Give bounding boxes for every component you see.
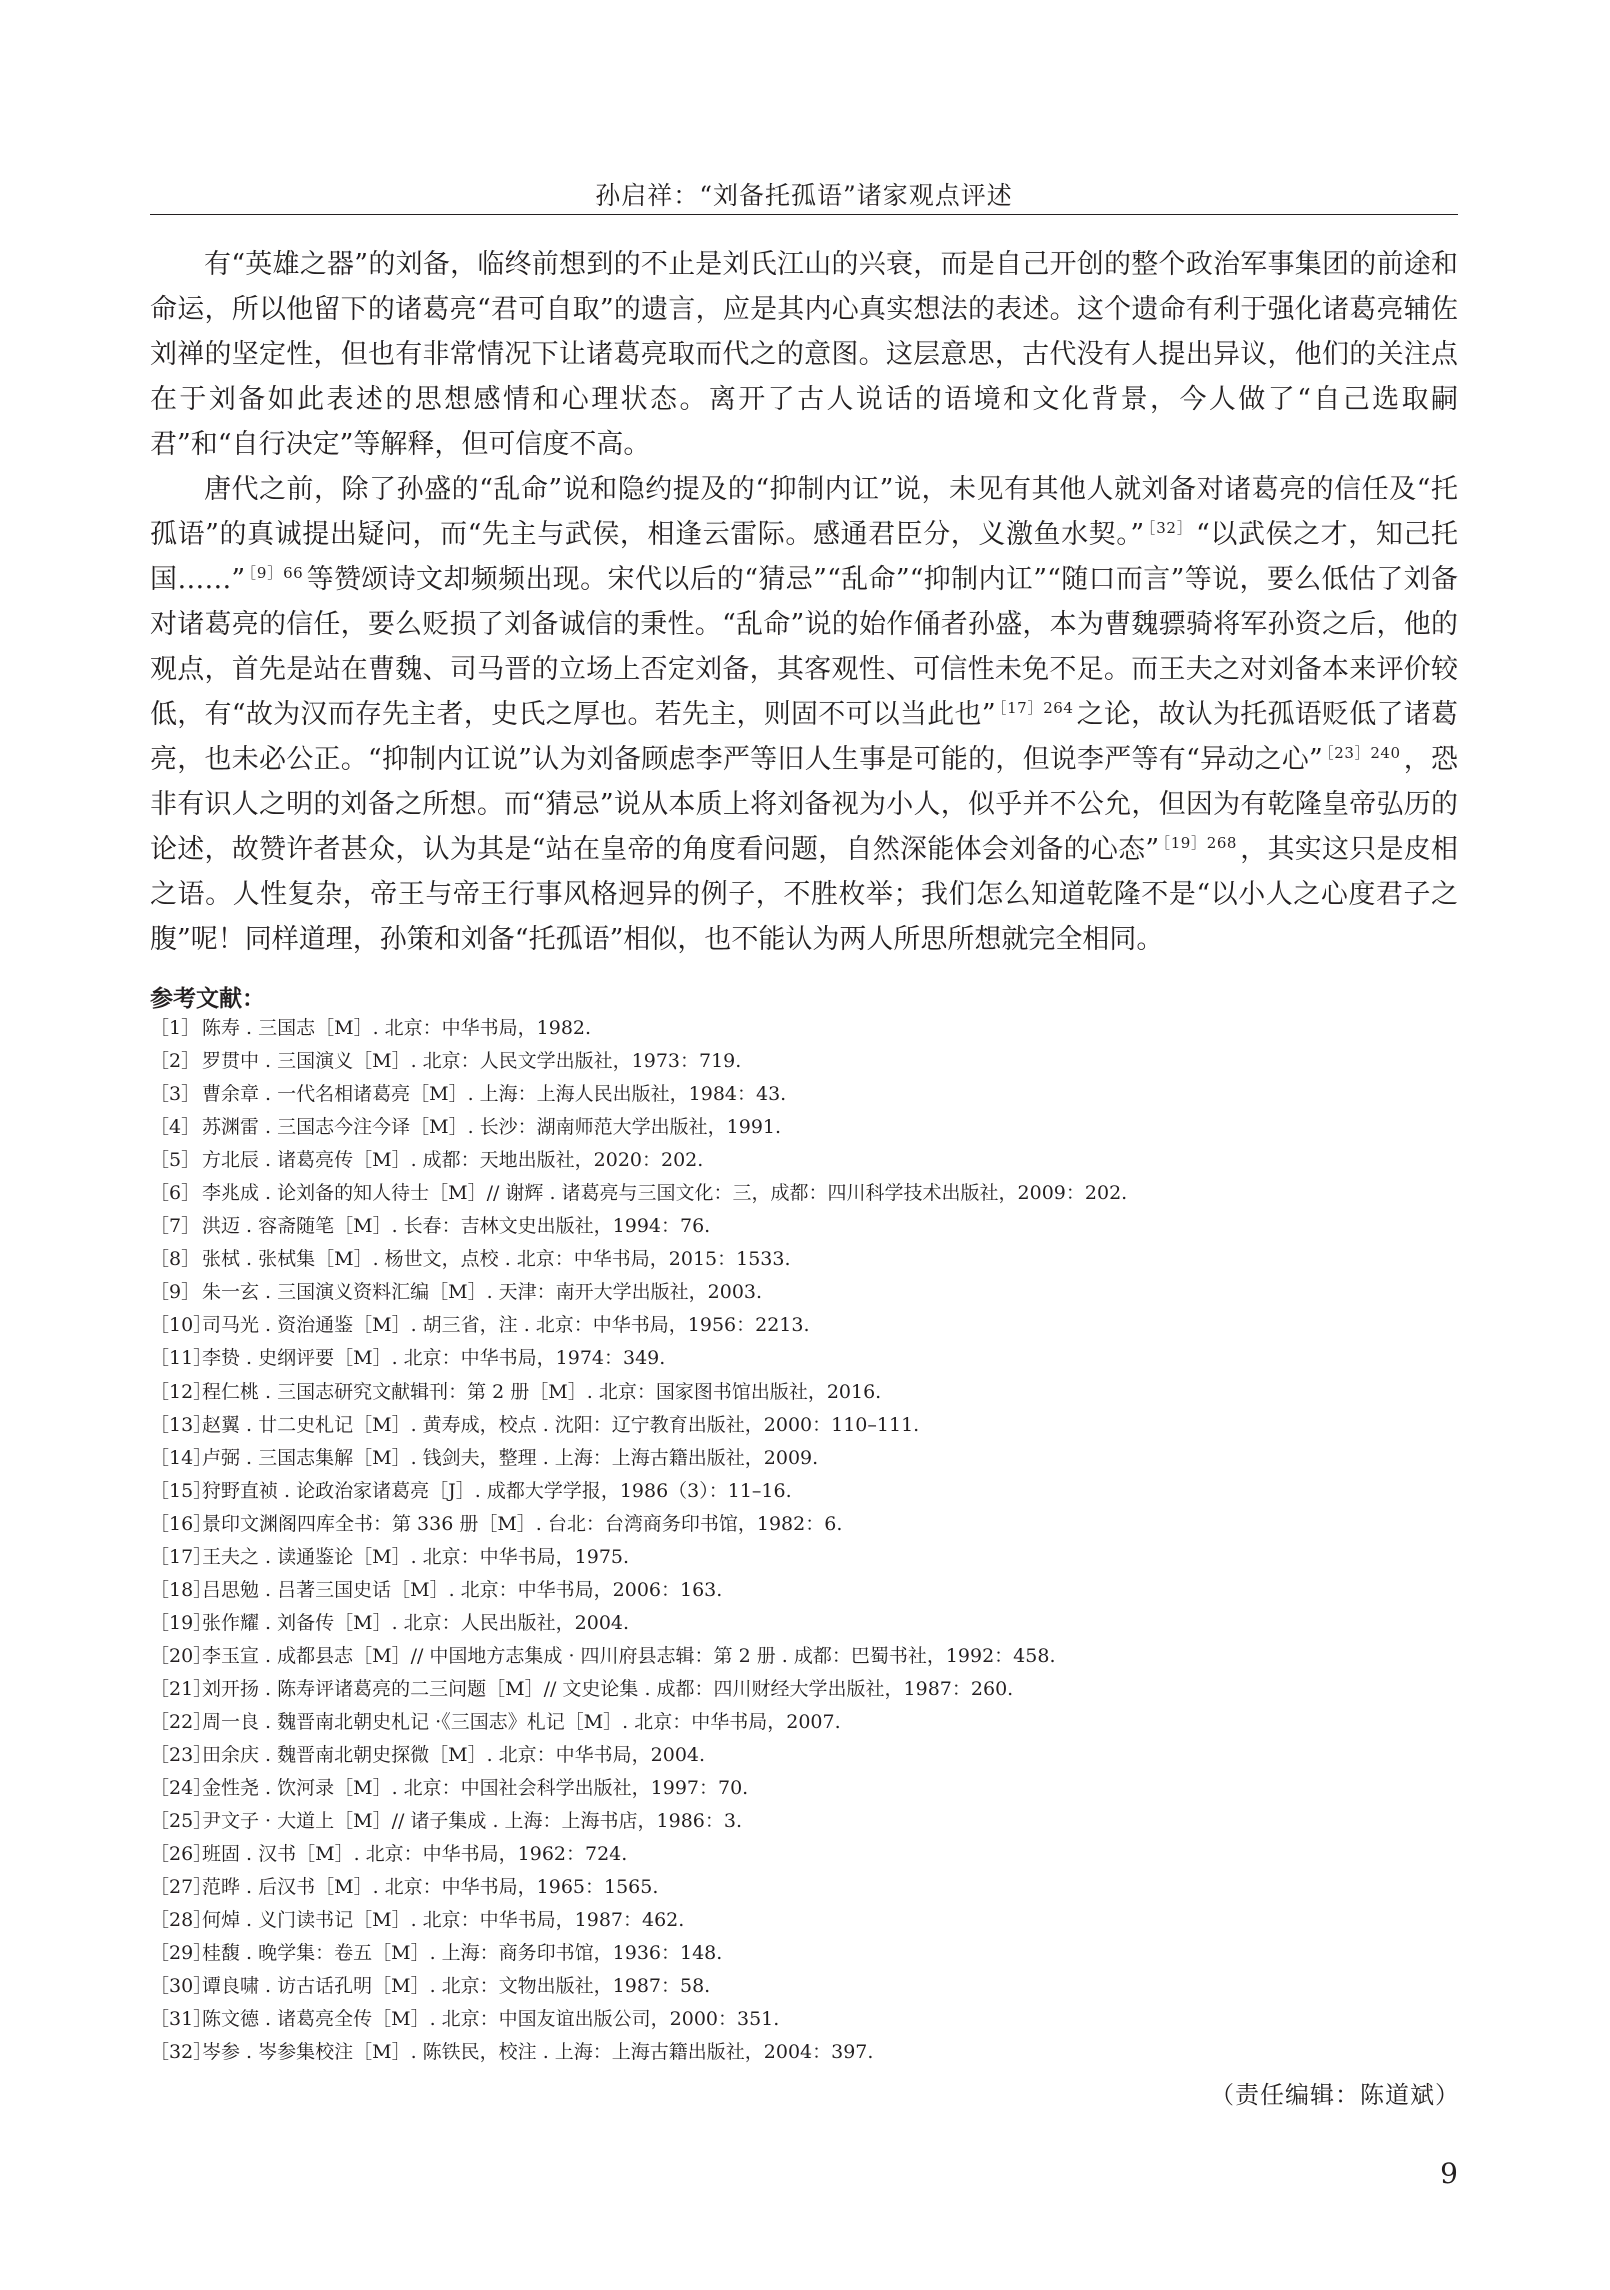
reference-text: 曹余章 . 一代名相诸葛亮［M］. 上海：上海人民出版社，1984：43. <box>202 1083 787 1106</box>
reference-number: ［31］ <box>150 2008 213 2031</box>
reference-list <box>150 1012 1470 2070</box>
reference-text: 司马光 . 资治通鉴［M］. 胡三省，注 . 北京：中华书局，1956：2213. <box>202 1314 810 1337</box>
reference-number: ［24］ <box>150 1777 213 1800</box>
reference-number: ［32］ <box>150 2041 213 2064</box>
reference-number: ［3］ <box>150 1083 201 1106</box>
reference-number: ［14］ <box>150 1446 213 1469</box>
reference-text: 何焯 . 义门读书记［M］. 北京：中华书局，1987：462. <box>202 1909 685 1932</box>
reference-number: ［23］ <box>150 1744 213 1767</box>
reference-item <box>150 1541 1470 1574</box>
reference-text: 周一良 . 魏晋南北朝史札记 ·《三国志》札记［M］. 北京：中华书局，2007. <box>202 1710 841 1733</box>
reference-text: 方北辰 . 诸葛亮传［M］. 成都：天地出版社，2020：202. <box>202 1149 704 1172</box>
reference-text: 吕思勉 . 吕著三国史话［M］. 北京：中华书局，2006：163. <box>202 1578 723 1601</box>
reference-item <box>150 1376 1470 1409</box>
header-rule <box>150 214 1458 215</box>
text-segment: 唐代之前，除了孙盛的“乱命”说和隐约提及的“抑制内讧”说，未见有其他人就刘备对诸葛亮的信任及“托孤语”的真诚提出疑问，而“先主与武侯，相逢云雷际。感通君臣分，义激鱼水契。” <box>150 474 1458 550</box>
reference-text: 陈寿 . 三国志［M］. 北京：中华书局，1982. <box>202 1017 592 1039</box>
reference-text: 谭良啸 . 访古话孔明［M］. 北京：文物出版社，1987：58. <box>202 1975 711 1998</box>
reference-number: ［28］ <box>150 1909 213 1932</box>
reference-text: 罗贯中 . 三国演义［M］. 北京：人民文学出版社，1973：719. <box>202 1050 742 1073</box>
reference-number: ［27］ <box>150 1876 213 1899</box>
text-segment: 之论，故认为托孤语贬低了诸葛亮，也未必公正。“抑制内讧说”认为刘备顾虑李严等旧人生事是可能的，但说李严等有“异动之心” <box>150 699 1459 775</box>
reference-item <box>150 1144 1470 1177</box>
text-segment: ，其实这只是皮相之语。人性复杂，帝王与帝王行事风格迥异的例子，不胜枚举；我们怎么知道乾隆不是“以小人之心度君子之腹”呢！同样道理，孙策和刘备“托孤语”相似，也不能认为两人所思所想就完全相同。 <box>150 834 1459 955</box>
reference-number: ［9］ <box>150 1281 201 1304</box>
reference-text: 岑参 . 岑参集校注［M］. 陈铁民，校注 . 上海：上海古籍出版社，2004：397. <box>202 2041 874 2064</box>
reference-text: 张栻 . 张栻集［M］. 杨世文，点校 . 北京：中华书局，2015：1533. <box>202 1248 791 1271</box>
reference-number: ［15］ <box>150 1479 213 1502</box>
reference-item <box>150 1177 1470 1210</box>
reference-number: ［11］ <box>150 1347 213 1370</box>
body-paragraph-2 <box>150 467 1458 962</box>
reference-item <box>150 1078 1470 1111</box>
text-segment: 等赞颂诗文却频频出现。宋代以后的“猜忌”“乱命”“抑制内讧”“随口而言”等说，要么低估了刘备对诸葛亮的信任，要么贬损了刘备诚信的秉性。“乱命”说的始作俑者孙盛，本为曹魏骠骑将军孙资之后，他的观点，首先是站在曹魏、司马晋的立场上否定刘备，其客观性、可信性未免不足。而王夫之对刘备本来评价较低，有“故为汉而存先主者，史氏之厚也。若先主，则固不可以当此也” <box>150 564 1458 730</box>
text-segment: ，恐非有识人之明的刘备之所想。而“猜忌”说从本质上将刘备视为小人，似乎并不公允，但因为有乾隆皇帝弘历的论述，故赞许者甚众，认为其是“站在皇帝的角度看问题，自然深能体会刘备的心态” <box>150 744 1458 865</box>
reference-text: 桂馥 . 晚学集：卷五［M］. 上海：商务印书馆，1936：148. <box>202 1942 723 1965</box>
reference-number: ［30］ <box>150 1975 213 1998</box>
reference-item <box>150 1772 1470 1805</box>
reference-text: 范晔 . 后汉书［M］. 北京：中华书局，1965：1565. <box>202 1876 659 1899</box>
reference-item <box>150 1442 1470 1475</box>
reference-text: 尹文子 · 大道上［M］// 诸子集成 . 上海：上海书店，1986：3. <box>202 1810 743 1833</box>
reference-number: ［8］ <box>150 1248 201 1271</box>
reference-text: 狩野直祯 . 论政治家诸葛亮［J］. 成都大学学报，1986（3）：11–16. <box>202 1479 792 1502</box>
reference-number: ［22］ <box>150 1710 213 1733</box>
reference-item <box>150 1210 1470 1243</box>
reference-number: ［1］ <box>150 1017 201 1039</box>
reference-item <box>150 1871 1470 1904</box>
reference-item <box>150 1739 1470 1772</box>
citation-marker: ［32］ <box>1147 519 1194 537</box>
reference-number: ［10］ <box>150 1314 213 1337</box>
reference-text: 陈文德 . 诸葛亮全传［M］. 北京：中国友谊出版公司，2000：351. <box>202 2008 780 2031</box>
reference-text: 班固 . 汉书［M］. 北京：中华书局，1962：724. <box>202 1843 628 1866</box>
reference-number: ［29］ <box>150 1942 213 1965</box>
reference-text: 田余庆 . 魏晋南北朝史探微［M］. 北京：中华书局，2004. <box>202 1744 706 1767</box>
reference-item <box>150 1607 1470 1640</box>
reference-item <box>150 1805 1470 1838</box>
reference-number: ［6］ <box>150 1182 201 1205</box>
reference-number: ［5］ <box>150 1149 201 1172</box>
reference-number: ［17］ <box>150 1545 213 1568</box>
reference-text: 刘开扬 . 陈寿评诸葛亮的二三问题［M］// 文史论集 . 成都：四川财经大学出版社，1987：260. <box>202 1677 1014 1700</box>
reference-item <box>150 1508 1470 1541</box>
reference-number: ［12］ <box>150 1380 213 1403</box>
reference-text: 金性尧 . 饮河录［M］. 北京：中国社会科学出版社，1997：70. <box>202 1777 749 1800</box>
reference-number: ［4］ <box>150 1116 201 1139</box>
reference-number: ［20］ <box>150 1644 213 1667</box>
reference-item <box>150 1276 1470 1309</box>
reference-text: 李玉宣 . 成都县志［M］// 中国地方志集成 · 四川府县志辑：第 2 册 . 成都：巴蜀书社，1992：458. <box>202 1644 1056 1667</box>
reference-number: ［18］ <box>150 1578 213 1601</box>
reference-text: 赵翼 . 廿二史札记［M］. 黄寿成，校点 . 沈阳：辽宁教育出版社，2000：110–111. <box>202 1413 920 1436</box>
reference-item <box>150 1243 1470 1276</box>
references-heading: 参考文献： <box>150 986 265 1012</box>
reference-item <box>150 1970 1470 2003</box>
article-body <box>150 242 1458 962</box>
reference-text: 卢弼 . 三国志集解［M］. 钱剑夫，整理 . 上海：上海古籍出版社，2009. <box>202 1446 819 1469</box>
reference-text: 苏渊雷 . 三国志今注今译［M］. 长沙：湖南师范大学出版社，1991. <box>202 1116 782 1139</box>
reference-number: ［7］ <box>150 1215 201 1238</box>
body-paragraph-1: 有“英雄之器”的刘备，临终前想到的不止是刘氏江山的兴衰，而是自己开创的整个政治军事集团的前途和命运，所以他留下的诸葛亮“君可自取”的遗言，应是其内心真实想法的表述。这个遗命有利于强化诸葛亮辅佐刘禅的坚定性，但也有非常情况下让诸葛亮取而代之的意图。这层意思，古代没有人提出异议，他们的关注点在于刘备如此表述的思想感情和心理状态。离开了古人说话的语境和文化背景，今人做了“自己选取嗣君”和“自行决定”等解释，但可信度不高。 <box>150 249 1458 460</box>
reference-item <box>150 1475 1470 1508</box>
reference-item <box>150 1111 1470 1144</box>
reference-text: 景印文渊阁四库全书：第 336 册［M］. 台北：台湾商务印书馆，1982：6. <box>202 1512 843 1535</box>
reference-number: ［26］ <box>150 1843 213 1866</box>
reference-number: ［25］ <box>150 1810 213 1833</box>
reference-number: ［16］ <box>150 1512 213 1535</box>
reference-number: ［2］ <box>150 1050 201 1073</box>
reference-item <box>150 1937 1470 1970</box>
reference-text: 李兆成 . 论刘备的知人待士［M］// 谢辉 . 诸葛亮与三国文化：三，成都：四川科学技术出版社，2009：202. <box>202 1182 1128 1205</box>
reference-item <box>150 1045 1470 1078</box>
reference-item <box>150 1673 1470 1706</box>
reference-item <box>150 2003 1470 2036</box>
reference-item <box>150 1838 1470 1871</box>
reference-number: ［19］ <box>150 1611 213 1634</box>
citation-marker: ［9］66 <box>248 564 304 582</box>
reference-text: 朱一玄 . 三国演义资料汇编［M］. 天津：南开大学出版社，2003. <box>202 1281 763 1304</box>
reference-item <box>150 1574 1470 1607</box>
text-segment: “以武侯之才，知己托国……” <box>150 519 1458 595</box>
reference-number: ［21］ <box>150 1677 213 1700</box>
page-number: 9 <box>1440 2157 1458 2190</box>
reference-text: 张作耀 . 刘备传［M］. 北京：人民出版社，2004. <box>202 1611 630 1634</box>
citation-marker: ［23］240 <box>1325 744 1401 762</box>
reference-item <box>150 1012 1470 1045</box>
reference-item <box>150 1409 1470 1442</box>
editor-note: （责任编辑：陈道斌） <box>1210 2081 1460 2109</box>
reference-text: 洪迈 . 容斋随笔［M］. 长春：吉林文史出版社，1994：76. <box>202 1215 711 1238</box>
reference-item <box>150 1706 1470 1739</box>
reference-text: 程仁桃 . 三国志研究文献辑刊：第 2 册［M］. 北京：国家图书馆出版社，2016. <box>202 1380 882 1403</box>
reference-item <box>150 1640 1470 1673</box>
reference-text: 王夫之 . 读通鉴论［M］. 北京：中华书局，1975. <box>202 1545 630 1568</box>
reference-number: ［13］ <box>150 1413 213 1436</box>
reference-text: 李贽 . 史纲评要［M］. 北京：中华书局，1974：349. <box>202 1347 666 1370</box>
reference-item <box>150 1309 1470 1342</box>
reference-item <box>150 2036 1470 2069</box>
citation-marker: ［19］268 <box>1162 834 1237 852</box>
running-header: 孙启祥：“刘备托孤语”诸家观点评述 <box>595 181 1013 210</box>
reference-item <box>150 1904 1470 1937</box>
citation-marker: ［17］264 <box>998 699 1074 717</box>
reference-item <box>150 1342 1470 1375</box>
